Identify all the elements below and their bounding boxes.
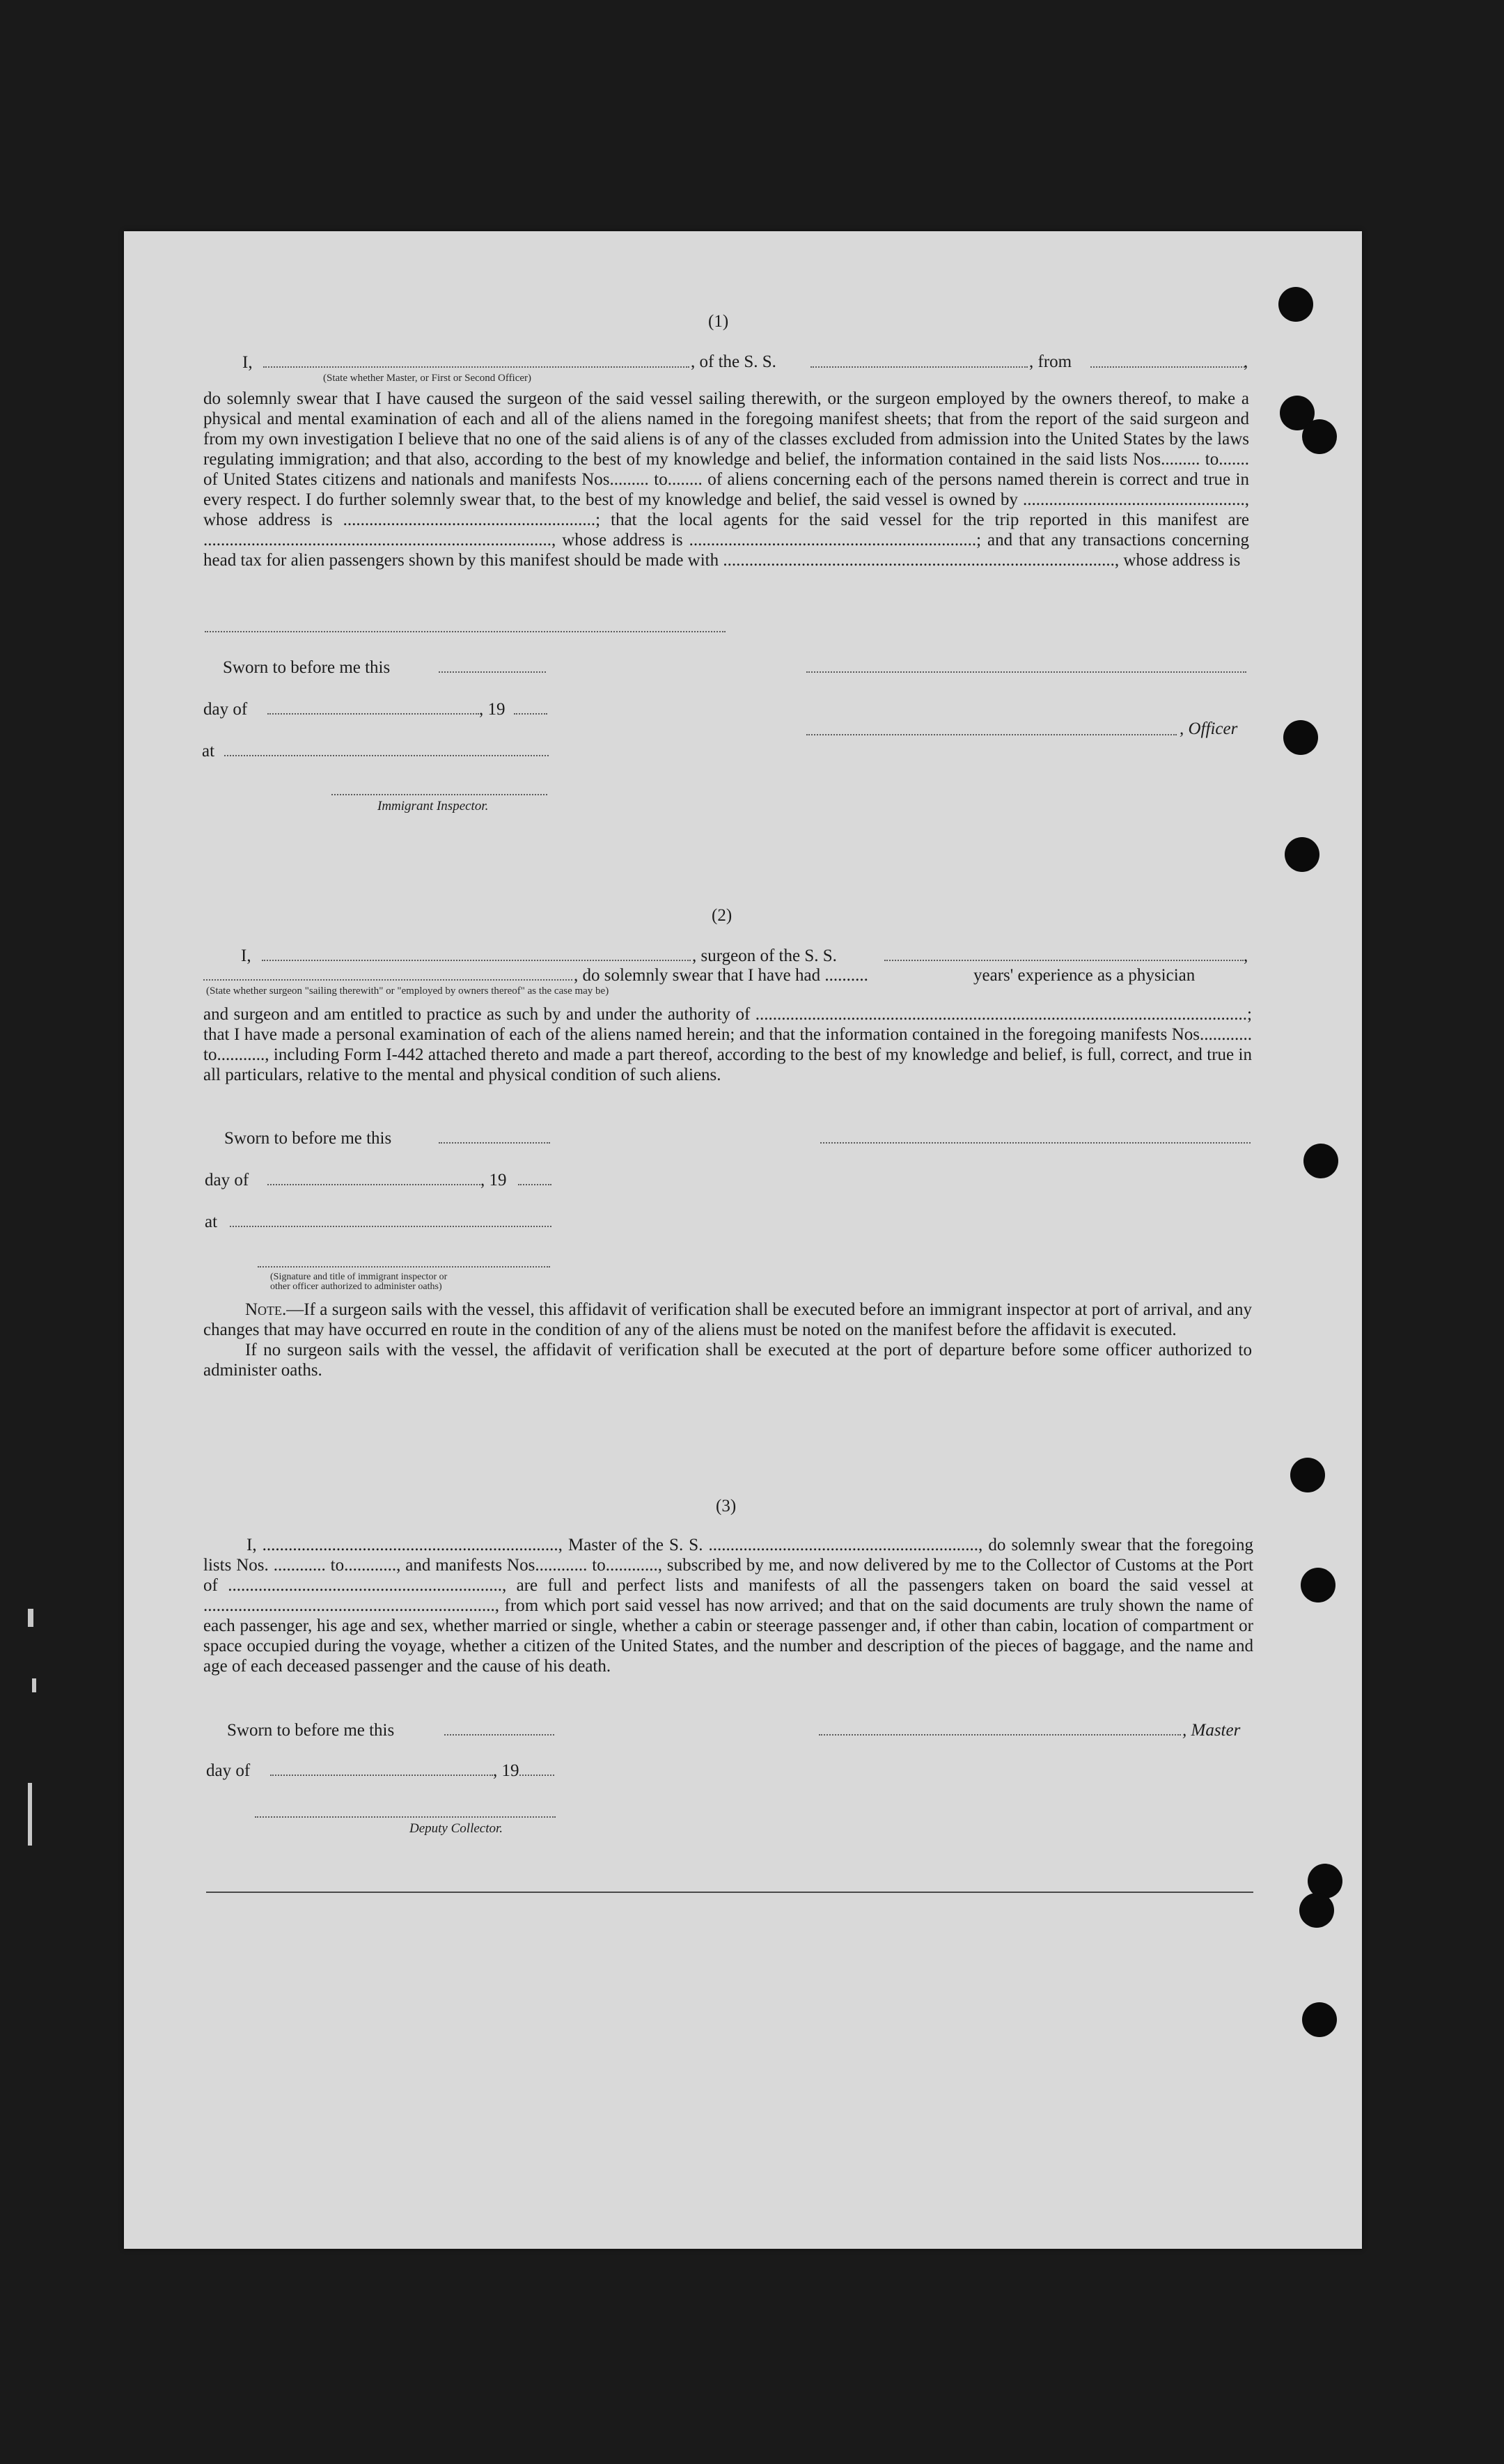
officer-signature-field[interactable]: [806, 734, 1177, 735]
section-3-sworn: Sworn to before me this: [227, 1721, 395, 1740]
role-hint: (State whether Master, or First or Second Officer): [323, 373, 532, 384]
signature-field-1[interactable]: [806, 671, 1246, 673]
deputy-collector-label: Deputy Collector.: [409, 1821, 503, 1836]
punch-hole: [1290, 1458, 1325, 1492]
year-field-2[interactable]: [518, 1184, 551, 1185]
surgeon-of-label: , surgeon of the S. S.: [692, 946, 837, 965]
vessel-name-field[interactable]: [810, 366, 1028, 368]
section-3-day-of: day of: [206, 1761, 251, 1780]
punch-hole: [1302, 2002, 1337, 2037]
section-2-at: at: [205, 1212, 218, 1231]
punch-hole: [1283, 720, 1318, 755]
edge-mark: [28, 1783, 32, 1846]
inspector-signature-field[interactable]: [331, 794, 547, 795]
officer-name-field[interactable]: [263, 366, 689, 368]
day-of-field-1[interactable]: [267, 713, 479, 715]
inspector-signature-field-2[interactable]: [258, 1266, 550, 1268]
section-1-year: , 19: [479, 700, 506, 719]
section-1-body: do solemnly swear that I have caused the surgeon of the said vessel sailing therewith, or the surgeon employed by the owners thereof, to make a physical and mental examination of each and all of the aliens named in the foregoing manifest sheets; that from the report of the said surgeon and from my own investigation I believe that no one of the said aliens is of any of the classes excluded from admission into the United States by the laws regulating immigration; and that also, according to the best of my knowledge and belief, the information contained in the said lists Nos......... to....... of United States citizens and nationals and manifests Nos......... to........ of aliens concerning each of the persons named therein is correct and true in every respect. I do further solemnly swear that, to the best of my knowledge and belief, the said vessel is owned by ..................................................., whose address is ..........................................................; that the local agents for the said vessel for the trip reported in this manifest are ................................................................................, whose address is ..................................................................; and that any transactions concerning head tax for alien passengers shown by this manifest should be made with .........................................................................................., whose address is: [203, 389, 1249, 570]
master-label: , Master: [1182, 1721, 1241, 1740]
sig-hint-line-2: other officer authorized to administer oaths): [270, 1281, 442, 1292]
of-ss-label: , of the S. S.: [691, 352, 776, 371]
day-of-field-3[interactable]: [270, 1775, 493, 1776]
surgeon-vessel-comma: ,: [1244, 946, 1248, 965]
section-2-sworn: Sworn to before me this: [224, 1129, 392, 1148]
section-1-day-of: day of: [203, 700, 248, 719]
at-field-2[interactable]: [230, 1226, 551, 1227]
punch-hole: [1302, 419, 1337, 454]
edge-mark: [28, 1609, 33, 1627]
section-3-number: (3): [716, 1497, 737, 1515]
note-text-1: —If a surgeon sails with the vessel, this affidavit of verification shall be executed before an immigrant inspector at port of arrival, and any changes that may have occurred en route in the condition of any of the aliens must be noted on the manifest before the affidavit is executed.: [203, 1300, 1252, 1339]
punch-hole: [1299, 1893, 1334, 1928]
note-label: Note.: [245, 1300, 287, 1319]
section-2-number: (2): [712, 906, 733, 925]
bottom-rule: [206, 1892, 1253, 1893]
section-3-body: I, ...................................................................., Master of the S. S. .............................................................., do solemnly swear that the foregoing lists Nos. ............ to............, and manifests Nos............ to............, subscribed by me, and now delivered by me to the Collector of Customs at the Port of ..............................................................., are full and perfect lists and manifests of all the passengers taken on board the said vessel at ..................................................................., from which port said vessel has now arrived; and that on the said documents are truly shown the name of each passenger, his age and sex, whether married or single, whether a cabin or steerage passenger and, if other than cabin, location of compartment or space occupied during the voyage, whether a citizen of the United States, and the number and description of the pieces of baggage, and the name and age of each deceased passenger and the cause of his death.: [203, 1536, 1253, 1676]
section-1-i: I,: [242, 353, 253, 372]
punch-hole: [1278, 287, 1313, 322]
section-3-year: , 19: [493, 1761, 519, 1780]
port-from-field[interactable]: [1090, 366, 1245, 368]
sig-hint-line-1: (Signature and title of immigrant inspector or: [270, 1272, 448, 1282]
surgeon-type-hint: (State whether surgeon "sailing therewith" or "employed by owners thereof" as the case may be): [206, 985, 609, 997]
officer-label: , Officer: [1180, 719, 1238, 738]
from-comma: ,: [1244, 352, 1248, 371]
punch-hole: [1285, 837, 1319, 872]
sworn-date-field-3[interactable]: [444, 1734, 554, 1736]
section-2-day-of: day of: [205, 1171, 249, 1190]
sworn-date-field-2[interactable]: [439, 1142, 550, 1144]
edge-mark: [32, 1678, 36, 1692]
surgeon-vessel-field[interactable]: [884, 960, 1244, 961]
section-2-i: I,: [241, 946, 251, 965]
section-2-body: and surgeon and am entitled to practice as such by and under the authority of .................................................................................................................; that I have made a personal examination of each of the aliens named herein; and that the information contained in the foregoing manifests Nos............ to..........., including Form I-442 attached thereto and made a part thereof, according to the best of my knowledge and belief, is full, correct, and true in all particulars, relative to the mental and physical condition of such aliens.: [203, 1005, 1252, 1084]
master-signature-field[interactable]: [819, 1734, 1181, 1736]
sworn-date-field-1[interactable]: [439, 671, 546, 673]
punch-hole: [1303, 1144, 1338, 1178]
year-field-3[interactable]: [519, 1775, 554, 1776]
swear-label: , do solemnly swear that I have had ..........: [574, 966, 868, 985]
signature-field-2[interactable]: [820, 1142, 1251, 1144]
collector-signature-field[interactable]: [255, 1816, 556, 1818]
section-1-number: (1): [708, 312, 729, 331]
surgeon-type-field[interactable]: [203, 979, 572, 981]
address-continuation-field[interactable]: [205, 631, 726, 632]
at-field-1[interactable]: [224, 755, 549, 756]
section-1-sworn: Sworn to before me this: [223, 658, 391, 677]
punch-hole: [1301, 1568, 1335, 1603]
surgeon-name-field[interactable]: [262, 960, 691, 961]
experience-label: years' experience as a physician: [973, 966, 1196, 985]
note-text-2: If no surgeon sails with the vessel, the affidavit of verification shall be executed at the port of departure before some officer authorized to administer oaths.: [203, 1341, 1252, 1380]
year-field-1[interactable]: [514, 713, 547, 715]
immigrant-inspector-label: Immigrant Inspector.: [377, 799, 489, 813]
note-block: [203, 1300, 1252, 1380]
from-label: , from: [1029, 352, 1072, 371]
section-2-year: , 19: [480, 1171, 507, 1190]
section-1-at: at: [202, 742, 215, 761]
day-of-field-2[interactable]: [267, 1184, 480, 1185]
